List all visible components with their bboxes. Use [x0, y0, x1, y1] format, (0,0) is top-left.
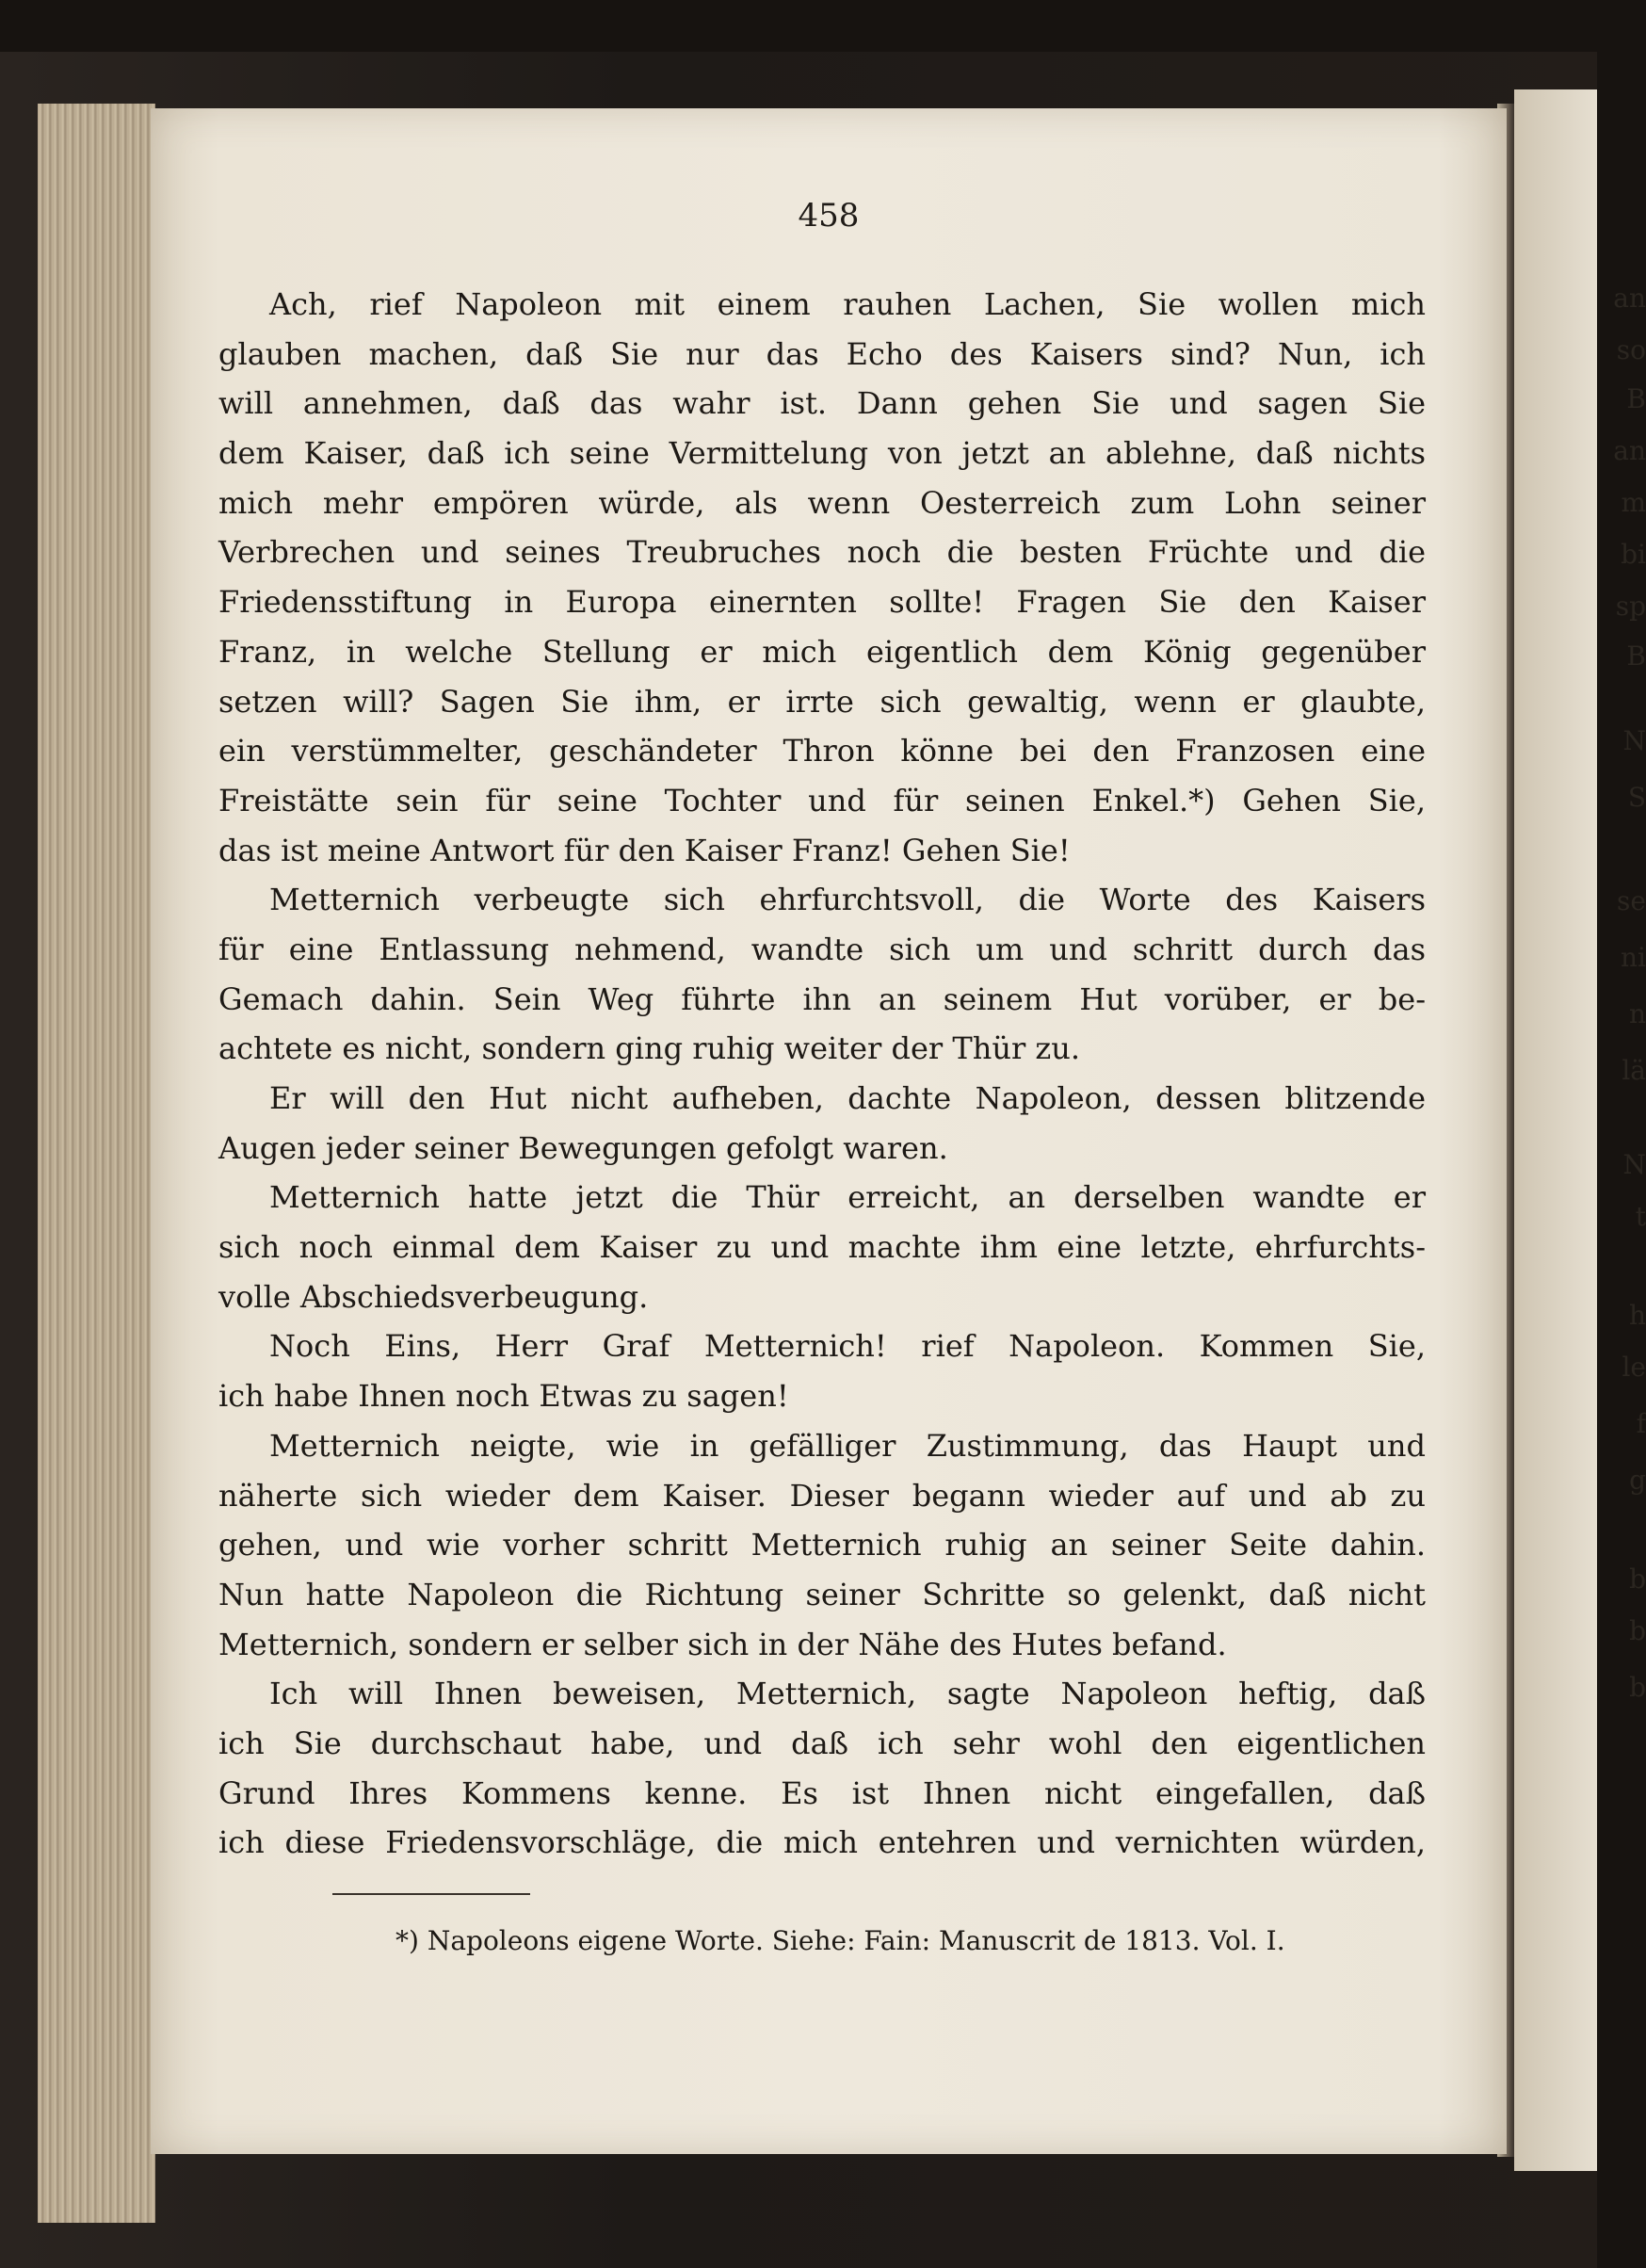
facing-page-text-fragment: bi — [1621, 539, 1646, 570]
facing-page-text-fragment: B — [1626, 383, 1646, 414]
facing-page-text-fragment: so — [1616, 334, 1646, 365]
text-line: Nun hatte Napoleon die Richtung seiner Schritte so gelenkt, daß nicht — [218, 1576, 1426, 1612]
text-line: Franz, in welche Stellung er mich eigentlich dem König gegenüber — [218, 633, 1426, 670]
facing-page-text-fragment: N — [1622, 725, 1646, 756]
text-line: für eine Entlassung nehmend, wandte sich um und schritt durch das — [218, 931, 1426, 967]
text-line: das ist meine Antwort für den Kaiser Franz! Gehen Sie! — [218, 832, 1071, 868]
text-line: Ich will Ihnen beweisen, Metternich, sagte Napoleon heftig, daß — [269, 1676, 1426, 1712]
facing-page-text-fragment: sp — [1615, 591, 1646, 622]
facing-page-text-fragment: se — [1617, 885, 1646, 916]
facing-page-text-fragment: lä — [1622, 1055, 1646, 1086]
page-body-text — [218, 280, 1426, 1868]
text-line: Metternich verbeugte sich ehrfurchtsvoll, die Worte des Kaisers — [269, 882, 1426, 918]
facing-page-text-fragment: an — [1613, 283, 1646, 314]
text-line: ich habe Ihnen noch Etwas zu sagen! — [218, 1378, 789, 1415]
text-line: mich mehr empören würde, als wenn Oesterreich zum Lohn seiner — [218, 484, 1426, 521]
text-line: Ach, rief Napoleon mit einem rauhen Lachen, Sie wollen mich — [269, 286, 1426, 322]
text-line: glauben machen, daß Sie nur das Echo des Kaisers sind? Nun, ich — [218, 335, 1426, 372]
text-line: setzen will? Sagen Sie ihm, er irrte sich gewaltig, wenn er glaubte, — [218, 683, 1426, 720]
facing-page-text-fragment: S — [1627, 782, 1646, 813]
text-line: Er will den Hut nicht aufheben, dachte Napoleon, dessen blitzende — [269, 1080, 1426, 1116]
page-edges-left — [38, 104, 155, 2223]
facing-page-text-fragment: m — [1621, 487, 1646, 518]
facing-page-text-fragment: t — [1635, 1201, 1646, 1232]
footnote-rule — [332, 1893, 530, 1895]
facing-page-text-fragment: f — [1636, 1408, 1646, 1439]
text-line: Noch Eins, Herr Graf Metternich! rief Napoleon. Kommen Sie, — [269, 1328, 1426, 1365]
text-line: Freistätte sein für seine Tochter und für seinen Enkel.*) Gehen Sie, — [218, 782, 1426, 818]
facing-page-text-fragment: h — [1628, 1300, 1646, 1331]
text-line: gehen, und wie vorher schritt Metternich ruhig an seiner Seite dahin. — [218, 1527, 1426, 1563]
text-line: Augen jeder seiner Bewegungen gefolgt waren. — [218, 1129, 948, 1166]
text-line: achtete es nicht, sondern ging ruhig weiter der Thür zu. — [218, 1030, 1081, 1067]
text-line: Metternich hatte jetzt die Thür erreicht, an derselben wandte er — [269, 1179, 1426, 1216]
facing-page-text-fragment: b — [1629, 1672, 1646, 1703]
page-number: 458 — [798, 197, 860, 235]
text-line: volle Abschiedsverbeugung. — [218, 1278, 649, 1315]
facing-page-text-fragment: ni — [1621, 942, 1646, 973]
text-line: Friedensstiftung in Europa einernten sollte! Fragen Sie den Kaiser — [218, 584, 1426, 621]
facing-page-text-fragment: b — [1629, 1563, 1646, 1595]
text-line: ich Sie durchschaut habe, und daß ich sehr wohl den eigentlichen — [218, 1725, 1426, 1761]
text-line: ich diese Friedensvorschläge, die mich entehren und vernichten würden, — [218, 1824, 1426, 1861]
facing-page-text-fragment: b — [1629, 1615, 1646, 1646]
facing-page-text-fragment: B — [1626, 640, 1646, 672]
text-line: Gemach dahin. Sein Weg führte ihn an seinem Hut vorüber, er be- — [218, 980, 1426, 1017]
text-line: näherte sich wieder dem Kaiser. Dieser begann wieder auf und ab zu — [218, 1477, 1426, 1514]
text-line: will annehmen, daß das wahr ist. Dann gehen Sie und sagen Sie — [218, 385, 1426, 422]
text-line: Verbrechen und seines Treubruches noch die besten Früchte und die — [218, 534, 1426, 571]
facing-page-text-fragment: an — [1613, 435, 1646, 466]
footnote: *) Napoleons eigene Worte. Siehe: Fain: Manuscrit de 1813. Vol. I. — [395, 1925, 1285, 1956]
text-line: Grund Ihres Kommens kenne. Es ist Ihnen nicht eingefallen, daß — [218, 1774, 1426, 1811]
text-line: Metternich neigte, wie in gefälliger Zustimmung, das Haupt und — [269, 1427, 1426, 1464]
facing-page-text-fragment: le — [1622, 1352, 1646, 1383]
text-line: dem Kaiser, daß ich seine Vermittelung von jetzt an ablehne, daß nichts — [218, 435, 1426, 472]
text-line: sich noch einmal dem Kaiser zu und machte ihm eine letzte, ehrfurchts- — [218, 1229, 1426, 1266]
facing-page-text-fragment: g — [1629, 1465, 1646, 1496]
facing-page-fragment — [1514, 89, 1646, 2171]
text-line: Metternich, sondern er selber sich in der Nähe des Hutes befand. — [218, 1626, 1227, 1662]
facing-page-text-fragment: n — [1628, 998, 1646, 1029]
facing-page-text-fragment: N — [1622, 1149, 1646, 1180]
text-line: ein verstümmelter, geschändeter Thron könne bei den Franzosen eine — [218, 733, 1426, 770]
